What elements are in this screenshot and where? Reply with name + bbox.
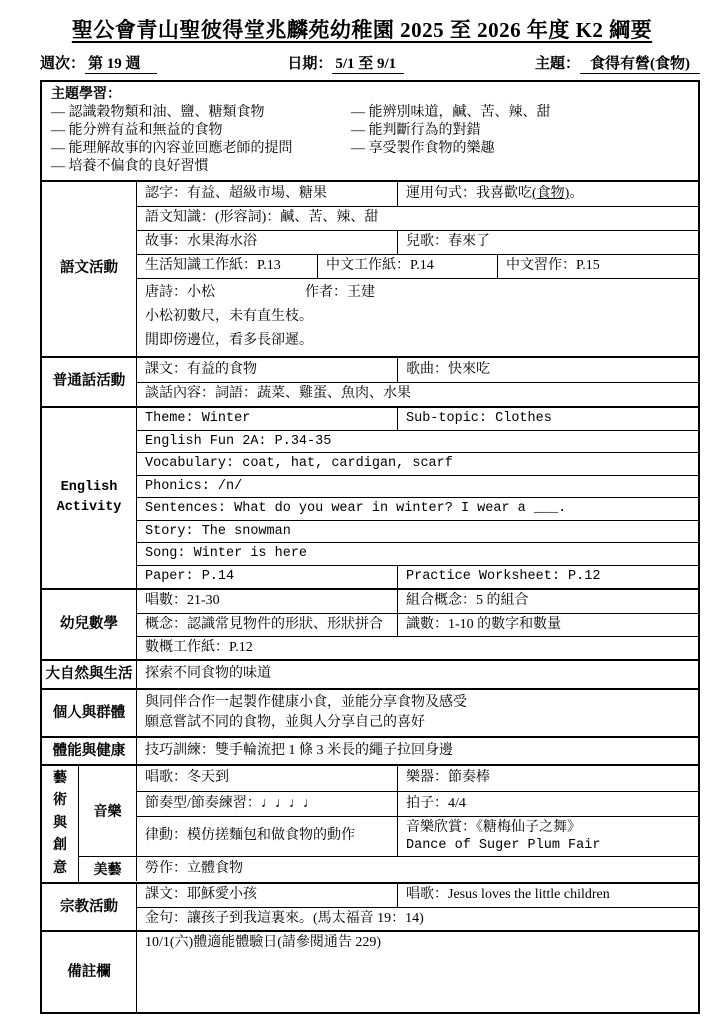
theme-goal: — 培養不偏食的良好習慣 xyxy=(51,159,209,174)
section-theme-learning xyxy=(42,82,698,180)
table-row xyxy=(137,542,698,565)
english-label-line2: Activity xyxy=(56,499,122,515)
physical-content: 技巧訓練：雙手輪流把 1 條 3 米長的繩子拉回身邊 xyxy=(145,742,453,758)
table-row xyxy=(137,766,698,791)
language-rhyme: 兒歌：春來了 xyxy=(397,231,698,254)
music-movement: 律動：模仿搓麵包和做食物的動作 xyxy=(145,828,355,844)
topic-label: 主題： xyxy=(534,56,580,72)
table-row xyxy=(137,791,698,816)
section-label-math: 幼兒數學 xyxy=(42,590,137,660)
topic-value: 食得有營(食物) xyxy=(580,56,700,74)
poem-title: 唐詩：小松 xyxy=(145,285,215,300)
language-recognize: 認字：有益、超級市場、糖果 xyxy=(145,185,327,201)
theme-learning-heading: 主題學習： xyxy=(51,87,121,102)
english-vocabulary: Vocabulary: coat, hat, cardigan, scarf xyxy=(145,456,453,472)
english-sentences: Sentences: What do you wear in winter? I wear a ___. xyxy=(145,501,567,517)
pattern-prefix: 運用句式：我喜歡吃 xyxy=(406,185,532,201)
poem-line: 閒即傍邊位，看多長卻遲。 xyxy=(145,333,313,348)
table-row xyxy=(137,230,698,254)
math-numbers: 識數：1-10 的數字和數量 xyxy=(397,614,698,636)
english-subtopic: Sub-topic: Clothes xyxy=(397,408,698,430)
theme-line xyxy=(51,140,689,158)
curriculum-table xyxy=(40,80,700,1014)
music-rhythm: 節奏型/節奏練習：♩♩♩♩ xyxy=(145,795,317,811)
music-beat: 拍子：4/4 xyxy=(397,792,698,816)
week-value: 第 19 週 xyxy=(85,56,157,74)
section-label-religion: 宗教活動 xyxy=(42,884,137,930)
table-row xyxy=(137,636,698,659)
theme-line xyxy=(51,158,689,176)
section-label-remarks: 備註欄 xyxy=(42,932,137,1012)
section-label-english xyxy=(42,408,137,588)
math-concept: 概念：認識常見物件的形狀、形狀拼合 xyxy=(145,616,383,632)
worksheet-chinese: 中文工作紙：P.14 xyxy=(317,255,497,278)
week-label: 週次： xyxy=(40,56,86,72)
math-combination: 組合概念：5 的組合 xyxy=(397,590,698,613)
section-nature xyxy=(42,659,698,688)
remarks-content: 10/1(六)體適能體驗日(請參閱通告 229) xyxy=(145,935,382,951)
table-row xyxy=(137,452,698,475)
worksheet-life: 生活知識工作紙：P.13 xyxy=(145,258,281,274)
religion-text: 課文：耶穌愛小孩 xyxy=(145,887,257,903)
table-row xyxy=(137,884,698,907)
math-counting: 唱數：21-30 xyxy=(145,592,220,608)
table-row xyxy=(137,565,698,588)
poem-head xyxy=(145,281,375,305)
theme-goal: — 能判斷行為的對錯 xyxy=(351,123,481,138)
topic-field xyxy=(535,52,700,73)
section-label-arts: 藝術與創意 xyxy=(42,766,79,882)
personal-line: 與同伴合作一起製作健康小食，並能分享食物及感受 xyxy=(145,694,467,710)
table-row xyxy=(137,661,698,688)
table-row xyxy=(137,475,698,498)
theme-goal: — 能分辨有益和無益的食物 xyxy=(51,123,223,138)
date-field xyxy=(287,52,404,73)
theme-goal: — 認識穀物類和油、鹽、糖類食物 xyxy=(51,105,265,120)
week-field xyxy=(40,52,157,73)
theme-goal: — 能辨別味道，鹹、苦、辣、甜 xyxy=(351,105,551,120)
section-personal xyxy=(42,688,698,736)
table-row xyxy=(137,816,698,856)
arts-music-block xyxy=(79,766,698,856)
nature-content: 探索不同食物的味道 xyxy=(145,666,271,682)
table-row xyxy=(137,182,698,206)
english-label-line1: English xyxy=(60,480,118,496)
religion-verse: 金句：讓孩子到我這裏來。(馬太福音 19：14) xyxy=(145,911,424,927)
table-row xyxy=(137,613,698,636)
table-row xyxy=(137,408,698,430)
english-song: Song: Winter is here xyxy=(145,546,308,562)
theme-line xyxy=(51,104,689,122)
worksheet-exercise: 中文習作：P.15 xyxy=(497,255,698,278)
table-row xyxy=(137,590,698,613)
date-label: 日期： xyxy=(287,56,333,72)
table-row xyxy=(137,430,698,453)
theme-goal: — 享受製作食物的樂趣 xyxy=(351,141,495,156)
table-row xyxy=(137,520,698,543)
section-label-language: 語文活動 xyxy=(42,182,137,356)
english-paper: Paper: P.14 xyxy=(145,568,235,584)
section-language xyxy=(42,180,698,356)
tang-poem-cell xyxy=(137,279,698,356)
section-math xyxy=(42,588,698,660)
poem-author: 作者：王建 xyxy=(305,285,375,300)
music-appreciation xyxy=(397,817,698,856)
theme-goal: — 能理解故事的內容並回應老師的提問 xyxy=(51,141,293,156)
pattern-suffix: 。 xyxy=(569,185,584,201)
english-phonics: Phonics: /n/ xyxy=(145,478,243,494)
poem-line: 小松初數尺，未有直生枝。 xyxy=(145,309,313,324)
language-story: 故事：水果海水浴 xyxy=(145,234,257,250)
arts-craft-block xyxy=(79,856,698,881)
table-row xyxy=(137,690,698,736)
document-title: 聖公會青山聖彼得堂兆麟苑幼稚園 2025 至 2026 年度 K2 綱要 xyxy=(71,18,653,42)
language-knowledge: 語文知識：(形容詞)：鹹、苦、辣、甜 xyxy=(145,210,379,226)
section-label-nature: 大自然與生活 xyxy=(42,661,137,688)
music-instrument: 樂器：節奏棒 xyxy=(397,766,698,791)
table-row xyxy=(137,358,698,382)
pattern-fill: (食物) xyxy=(532,185,570,201)
appreciation-line: Dance of Suger Plum Fair xyxy=(406,838,601,854)
section-label-physical: 體能與健康 xyxy=(42,738,137,764)
section-physical xyxy=(42,736,698,764)
section-remarks xyxy=(42,930,698,1012)
table-row xyxy=(137,382,698,406)
mandarin-song: 歌曲：快來吃 xyxy=(397,358,698,382)
table-row xyxy=(137,932,698,1012)
table-row xyxy=(137,907,698,930)
language-sentence-pattern xyxy=(397,182,698,206)
mandarin-talk: 談話內容：詞語：蔬菜、雞蛋、魚肉、水果 xyxy=(145,386,411,402)
table-row xyxy=(137,738,698,764)
table-row xyxy=(137,278,698,356)
appreciation-line: 音樂欣賞：《糖梅仙子之舞》 xyxy=(406,820,581,836)
section-mandarin xyxy=(42,356,698,406)
table-row xyxy=(137,254,698,278)
math-worksheet: 數概工作紙：P.12 xyxy=(145,639,253,655)
section-religion xyxy=(42,882,698,930)
table-row xyxy=(137,857,698,881)
arts-sublabel-music: 音樂 xyxy=(79,766,137,856)
music-sing: 唱歌：冬天到 xyxy=(145,770,229,786)
meta-row xyxy=(40,52,700,73)
english-story: Story: The snowman xyxy=(145,523,291,539)
english-practice: Practice Worksheet: P.12 xyxy=(397,566,698,588)
section-arts xyxy=(42,764,698,882)
table-row xyxy=(137,206,698,230)
personal-line: 願意嘗試不同的食物，並與人分享自己的喜好 xyxy=(145,715,425,731)
mandarin-text: 課文：有益的食物 xyxy=(145,361,257,377)
english-book: English Fun 2A: P.34-35 xyxy=(145,433,332,449)
theme-learning-cell xyxy=(42,82,698,180)
section-label-mandarin: 普通話活動 xyxy=(42,358,137,406)
section-english xyxy=(42,406,698,588)
arts-craft: 勞作：立體食物 xyxy=(145,860,243,876)
english-theme: Theme: Winter xyxy=(145,411,251,426)
religion-song: 唱歌：Jesus loves the little children xyxy=(397,884,698,907)
section-label-personal: 個人與群體 xyxy=(42,690,137,736)
theme-line xyxy=(51,122,689,140)
table-row xyxy=(137,497,698,520)
date-value: 5/1 至 9/1 xyxy=(332,56,404,74)
arts-sublabel-art: 美藝 xyxy=(79,857,137,881)
personal-content xyxy=(137,690,698,736)
